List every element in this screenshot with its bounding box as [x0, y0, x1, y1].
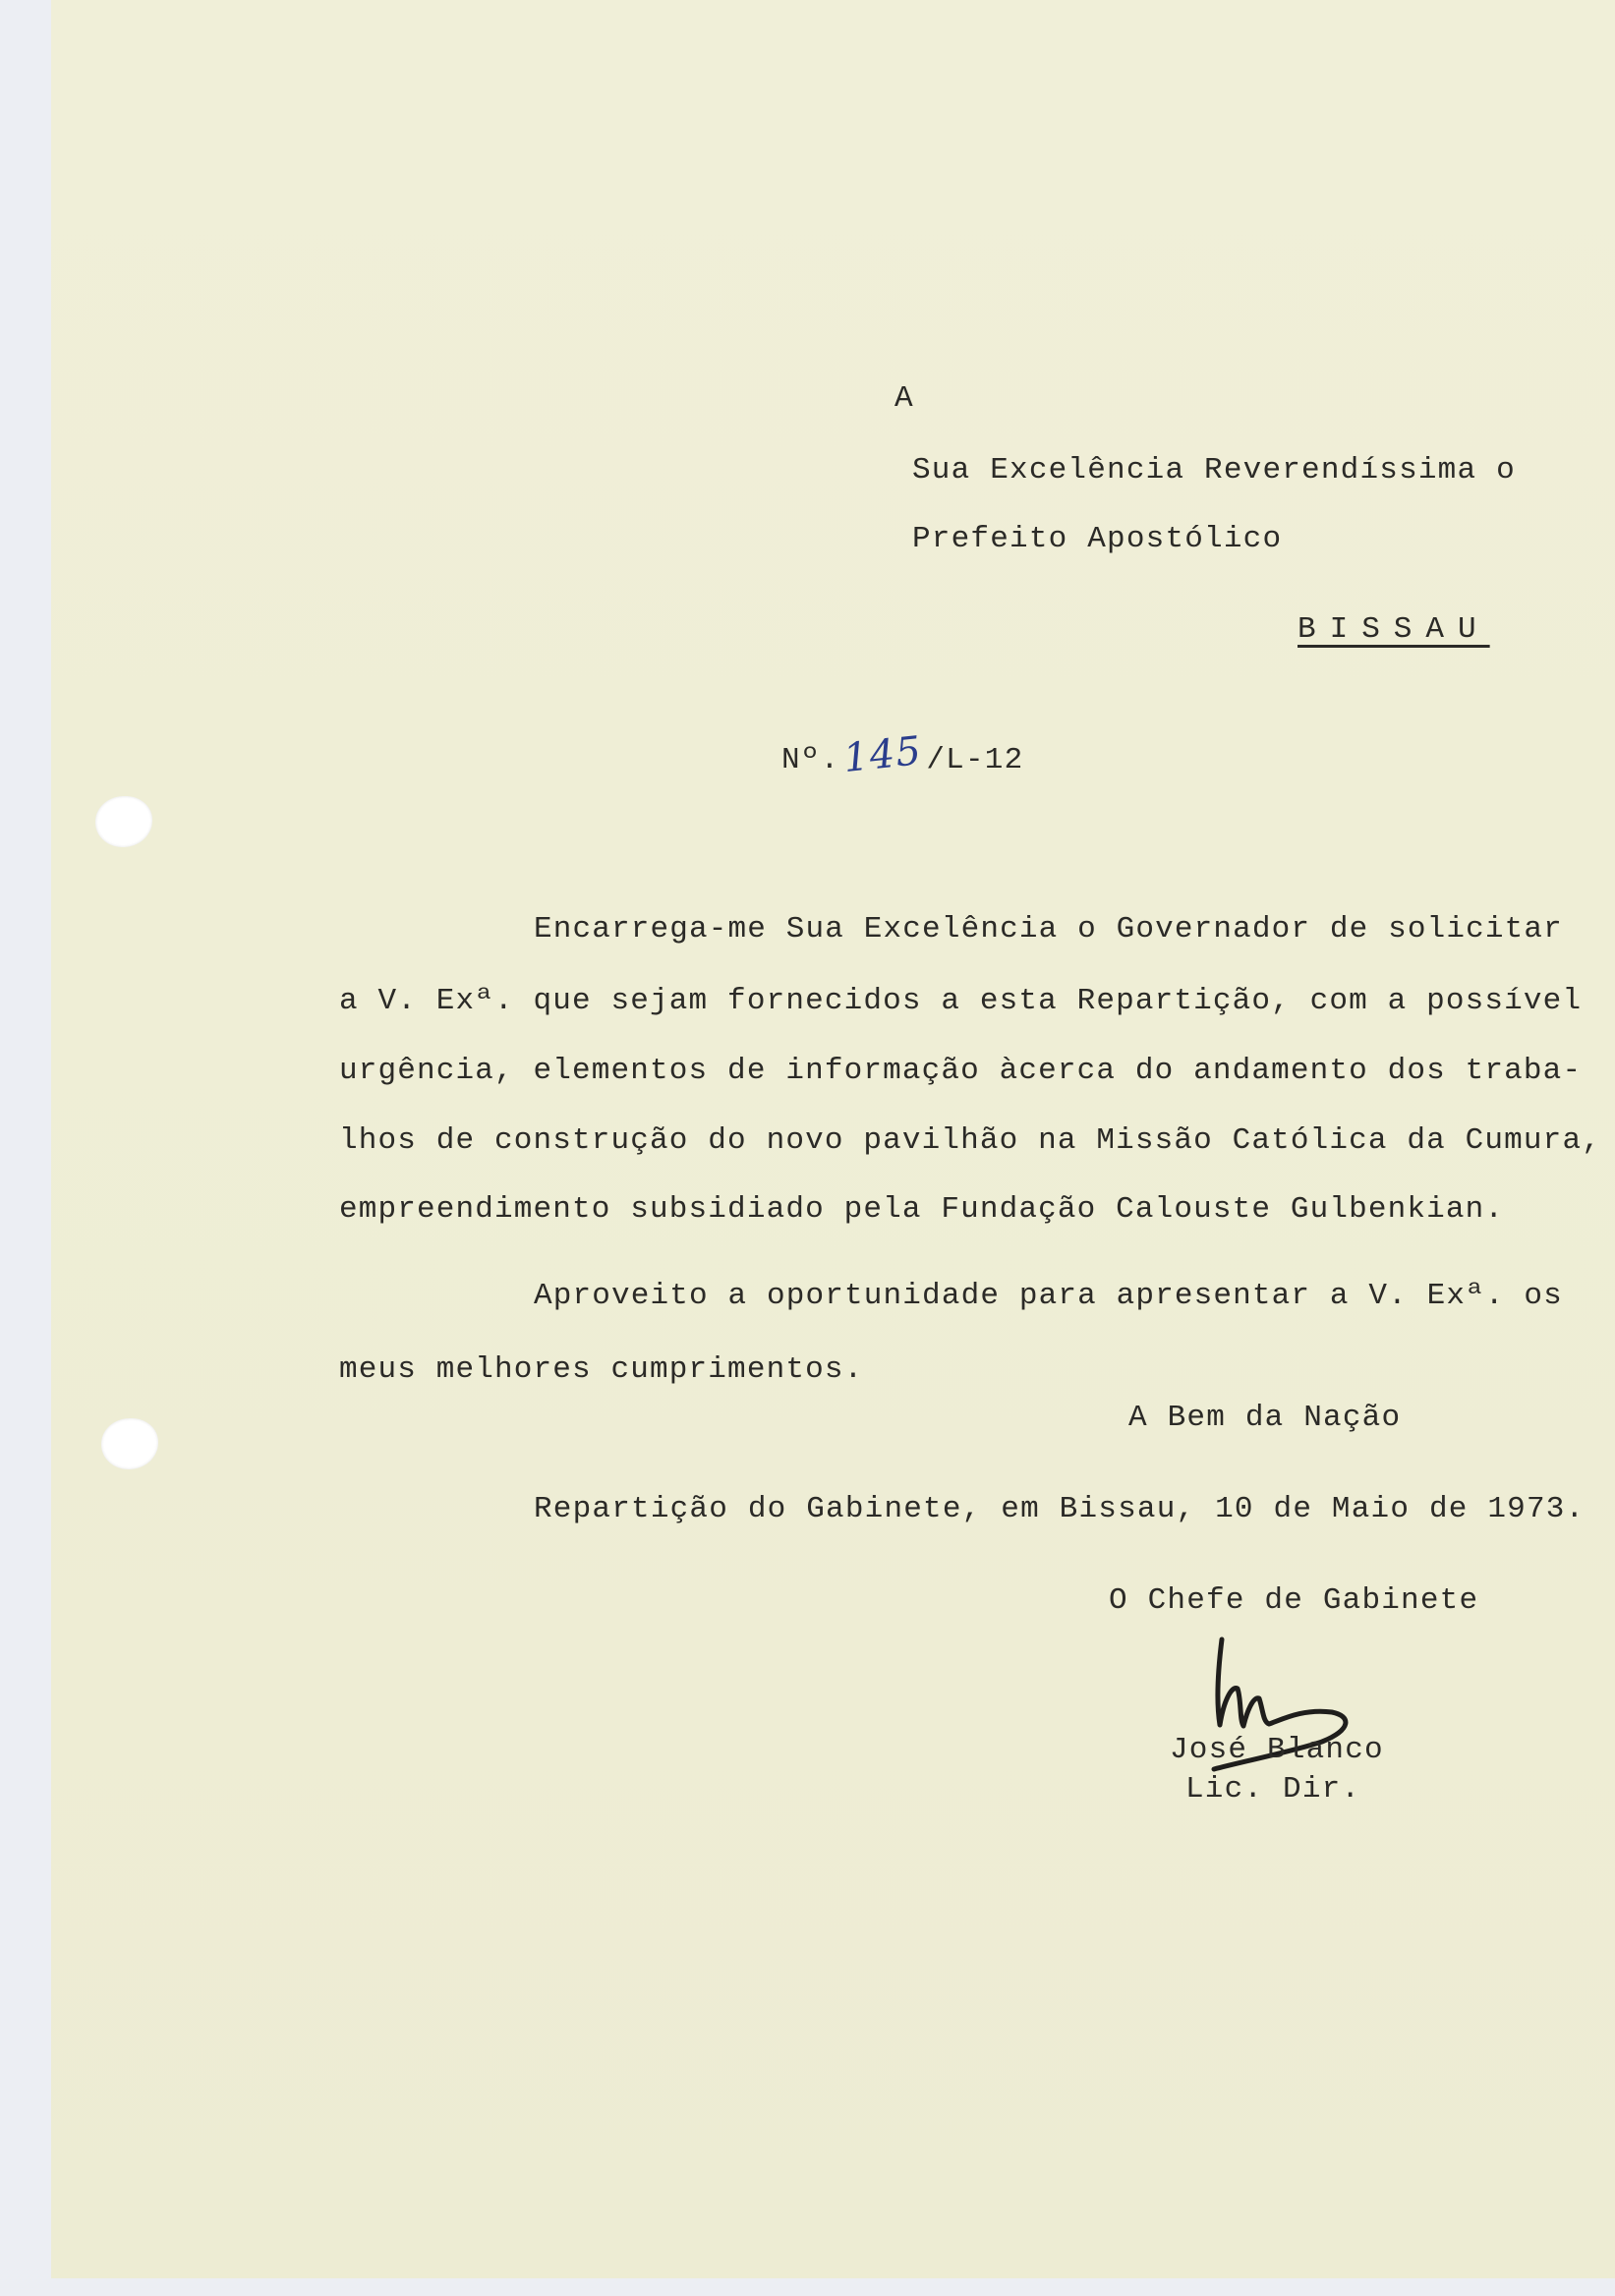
- addressee-line-1: Sua Excelência Reverendíssima o: [912, 453, 1516, 488]
- signatory-name: José Blanco: [1170, 1733, 1384, 1767]
- body-line-5: empreendimento subsidiado pela Fundação Calouste Gulbenkian.: [339, 1192, 1505, 1227]
- addressee-prefix: A: [894, 381, 914, 416]
- scan-background-left: [0, 0, 51, 2296]
- body-line-1: Encarrega-me Sua Excelência o Governador de solicitar: [534, 912, 1563, 947]
- body-line-3: urgência, elementos de informação àcerca do andamento dos traba-: [339, 1054, 1583, 1088]
- place-and-date: Repartição do Gabinete, em Bissau, 10 de Maio de 1973.: [534, 1492, 1586, 1526]
- addressee-city: BISSAU: [1298, 612, 1490, 647]
- signatory-role: O Chefe de Gabinete: [1109, 1583, 1479, 1618]
- closing-formula: A Bem da Nação: [1128, 1401, 1402, 1435]
- body-line-2: a V. Exª. que sejam fornecidos a esta Repartição, com a possível: [339, 984, 1583, 1018]
- body-line-4: lhos de construção do novo pavilhão na Missão Católica da Cumura,: [339, 1123, 1601, 1158]
- greeting-line-2: meus melhores cumprimentos.: [339, 1352, 864, 1387]
- reference-number: [781, 727, 1024, 782]
- reference-suffix: /L-12: [926, 743, 1024, 777]
- reference-handwritten-number: 145: [841, 727, 925, 782]
- reference-label: Nº.: [781, 743, 840, 777]
- signatory-title: Lic. Dir.: [1185, 1772, 1361, 1807]
- scan-background-bottom: [0, 2278, 1615, 2296]
- addressee-line-2: Prefeito Apostólico: [912, 522, 1283, 556]
- greeting-line-1: Aproveito a oportunidade para apresentar a V. Exª. os: [534, 1279, 1563, 1313]
